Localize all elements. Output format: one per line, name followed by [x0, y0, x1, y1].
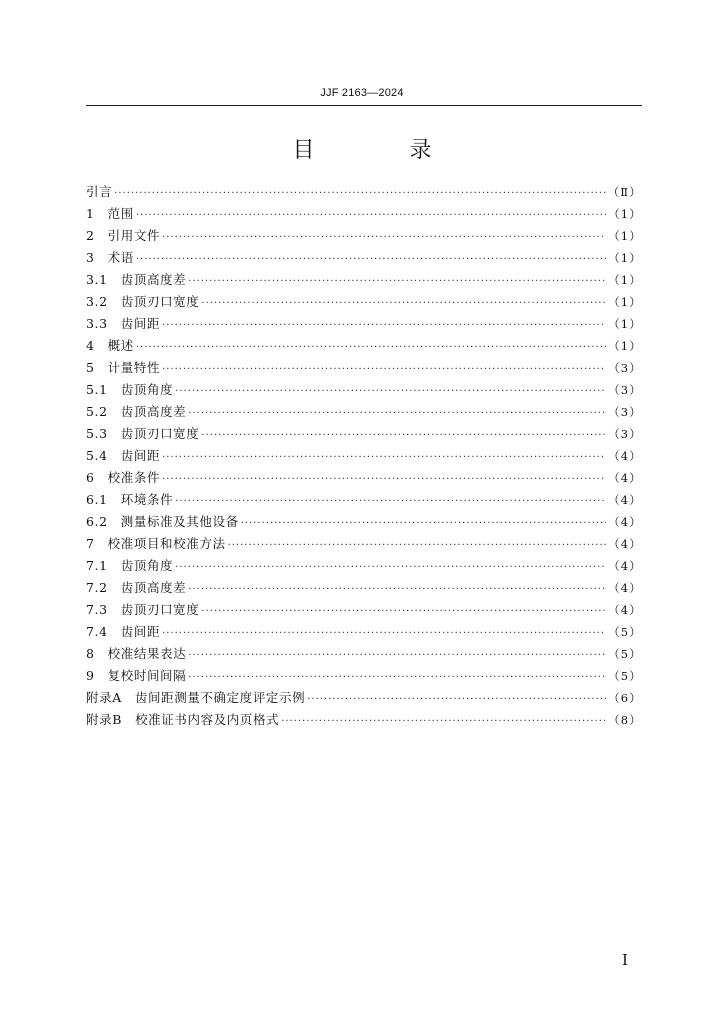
- toc-dot-leader: [201, 293, 606, 315]
- toc-entry-page: （4）: [608, 471, 642, 485]
- toc-entry-label: 5 计量特性: [86, 360, 161, 375]
- toc-entry-page: （4）: [608, 559, 642, 573]
- toc-entry[interactable]: [86, 621, 642, 643]
- toc-dot-leader: [136, 205, 606, 227]
- toc-entry-label: 6.2 测量标准及其他设备: [86, 514, 239, 529]
- toc-entry-label: 5.4 齿间距: [86, 448, 161, 463]
- toc-dot-leader: [162, 469, 606, 491]
- toc-dot-leader: [188, 403, 606, 425]
- toc-entry[interactable]: [86, 423, 642, 445]
- toc-dot-leader: [201, 425, 606, 447]
- toc-entry[interactable]: [86, 467, 642, 489]
- toc-entry-page: （1）: [608, 229, 642, 243]
- toc-dot-leader: [188, 645, 606, 667]
- toc-dot-leader: [136, 337, 606, 359]
- toc-dot-leader: [241, 513, 606, 535]
- toc-entry-label: 7 校准项目和校准方法: [86, 536, 226, 551]
- toc-entry[interactable]: [86, 269, 642, 291]
- toc-dot-leader: [162, 623, 606, 645]
- toc-entry[interactable]: [86, 291, 642, 313]
- toc-dot-leader: [188, 667, 606, 689]
- toc-entry[interactable]: [86, 643, 642, 665]
- toc-dot-leader: [188, 579, 606, 601]
- toc-entry-label: 引言: [86, 184, 113, 199]
- toc-dot-leader: [201, 601, 606, 623]
- toc-entry-page: （6）: [608, 691, 642, 705]
- toc-entry[interactable]: [86, 511, 642, 533]
- toc-entry[interactable]: [86, 247, 642, 269]
- toc-entry-page: （1）: [608, 339, 642, 353]
- toc-entry-page: （4）: [608, 603, 642, 617]
- toc-entry-label: 6 校准条件: [86, 470, 161, 485]
- document-code-header: JJF 2163—2024: [320, 87, 404, 99]
- toc-entry-page: （5）: [608, 625, 642, 639]
- toc-entry-page: （4）: [608, 493, 642, 507]
- toc-entry[interactable]: [86, 357, 642, 379]
- toc-dot-leader: [228, 535, 607, 557]
- toc-entry-page: （1）: [608, 273, 642, 287]
- toc-dot-leader: [162, 359, 606, 381]
- toc-entry-page: （3）: [608, 405, 642, 419]
- toc-entry-page: （Ⅱ）: [607, 185, 642, 199]
- toc-entry-label: 7.1 齿顶角度: [86, 558, 174, 573]
- toc-entry-label: 7.3 齿顶刃口宽度: [86, 602, 200, 617]
- toc-entry[interactable]: [86, 665, 642, 687]
- toc-entry-label: 4 概述: [86, 338, 134, 353]
- toc-entry[interactable]: [86, 577, 642, 599]
- table-of-contents: [86, 181, 642, 731]
- toc-entry-page: （1）: [608, 251, 642, 265]
- toc-entry[interactable]: [86, 379, 642, 401]
- toc-entry-label: 3.3 齿间距: [86, 316, 161, 331]
- toc-entry-label: 5.2 齿顶高度差: [86, 404, 187, 419]
- toc-entry-page: （5）: [608, 669, 642, 683]
- toc-entry-label: 3.1 齿顶高度差: [86, 272, 187, 287]
- toc-dot-leader: [136, 249, 606, 271]
- toc-entry-page: （3）: [608, 383, 642, 397]
- toc-dot-leader: [188, 271, 606, 293]
- toc-dot-leader: [114, 183, 605, 205]
- toc-entry-label: 附录B 校准证书内容及内页格式: [86, 712, 280, 727]
- toc-entry-page: （4）: [608, 581, 642, 595]
- toc-dot-leader: [162, 227, 606, 249]
- toc-dot-leader: [162, 315, 606, 337]
- toc-entry[interactable]: [86, 489, 642, 511]
- toc-entry[interactable]: [86, 401, 642, 423]
- header-divider: [86, 105, 642, 106]
- toc-entry[interactable]: [86, 181, 642, 203]
- toc-entry-page: （1）: [608, 295, 642, 309]
- toc-dot-leader: [175, 381, 606, 403]
- toc-entry-page: （1）: [608, 207, 642, 221]
- toc-entry-page: （1）: [608, 317, 642, 331]
- toc-entry[interactable]: [86, 687, 642, 709]
- toc-entry[interactable]: [86, 203, 642, 225]
- toc-entry-page: （3）: [608, 361, 642, 375]
- toc-entry-page: （4）: [608, 515, 642, 529]
- toc-entry-label: 7.2 齿顶高度差: [86, 580, 187, 595]
- toc-entry[interactable]: [86, 709, 642, 731]
- toc-entry-label: 1 范围: [86, 206, 134, 221]
- toc-entry[interactable]: [86, 225, 642, 247]
- toc-entry-label: 2 引用文件: [86, 228, 161, 243]
- toc-entry-page: （4）: [608, 449, 642, 463]
- toc-dot-leader: [175, 557, 606, 579]
- toc-entry-label: 3 术语: [86, 250, 134, 265]
- toc-entry-label: 8 校准结果表达: [86, 646, 187, 661]
- toc-entry-label: 9 复校时间间隔: [86, 668, 187, 683]
- toc-entry[interactable]: [86, 445, 642, 467]
- toc-dot-leader: [281, 711, 606, 733]
- toc-entry-label: 6.1 环境条件: [86, 492, 174, 507]
- toc-entry-label: 5.3 齿顶刃口宽度: [86, 426, 200, 441]
- toc-entry[interactable]: [86, 533, 642, 555]
- toc-entry-page: （8）: [608, 713, 642, 727]
- page-number: I: [622, 951, 628, 969]
- toc-entry[interactable]: [86, 599, 642, 621]
- toc-entry-page: （4）: [608, 537, 642, 551]
- toc-entry-page: （5）: [608, 647, 642, 661]
- toc-entry-label: 7.4 齿间距: [86, 624, 161, 639]
- toc-entry[interactable]: [86, 313, 642, 335]
- toc-entry[interactable]: [86, 335, 642, 357]
- toc-dot-leader: [175, 491, 606, 513]
- toc-entry[interactable]: [86, 555, 642, 577]
- toc-dot-leader: [162, 447, 606, 469]
- toc-entry-label: 附录A 齿间距测量不确定度评定示例: [86, 690, 306, 705]
- toc-entry-label: 3.2 齿顶刃口宽度: [86, 294, 200, 309]
- toc-entry-page: （3）: [608, 427, 642, 441]
- toc-dot-leader: [307, 689, 606, 711]
- toc-title: 目 录: [292, 138, 476, 163]
- toc-entry-label: 5.1 齿顶角度: [86, 382, 174, 397]
